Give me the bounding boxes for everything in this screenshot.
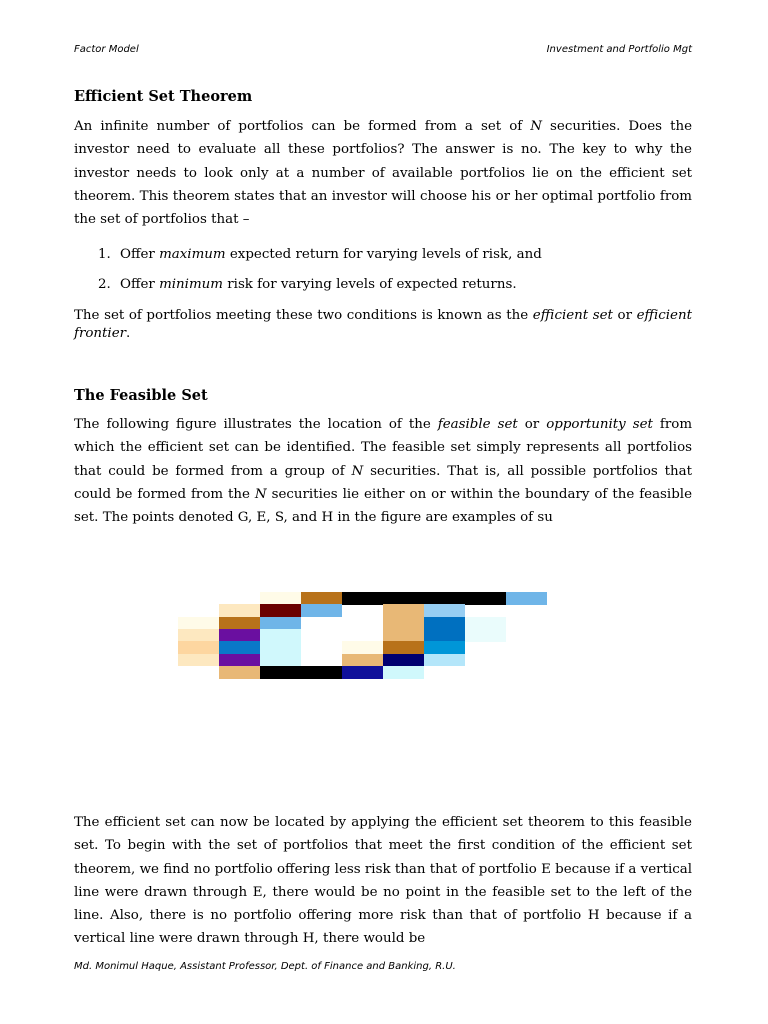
text-run: Offer xyxy=(120,247,160,262)
text-run: An infinite number of portfolios can be formed from a set of xyxy=(74,119,531,134)
figure-pixel xyxy=(219,629,260,642)
figure-pixel xyxy=(260,629,301,642)
figure-pixel xyxy=(424,604,465,617)
figure-pixel xyxy=(301,604,342,617)
section-title-feasible-set: The Feasible Set xyxy=(74,387,208,404)
figure-pixel xyxy=(301,592,342,605)
paragraph-efficient-frontier xyxy=(74,307,692,342)
figure-pixel xyxy=(260,617,301,630)
figure-pixel xyxy=(383,641,424,654)
figure-pixel xyxy=(342,654,383,667)
figure-pixel xyxy=(178,641,219,654)
italic-text: N xyxy=(351,463,364,479)
figure-pixel xyxy=(383,629,424,642)
italic-text: efficient set xyxy=(532,308,613,323)
figure-pixel xyxy=(465,629,506,642)
footer-author: Md. Monimul Haque, Assistant Professor, Dept. of Finance and Banking, R.U. xyxy=(74,961,456,972)
figure-pixel xyxy=(383,666,424,679)
figure-pixel xyxy=(178,617,219,630)
figure-pixel xyxy=(342,666,383,679)
figure-pixel xyxy=(219,641,260,654)
figure-pixel xyxy=(260,604,301,617)
text-run: from which the efficient set can be identified. The feasible set simply represents all portfolios that could be formed from a group of xyxy=(74,417,693,479)
text-run: The efficient set can now be located by applying the efficient set theorem to this feasible set. To begin with the set of portfolios that meet the first condition of the efficient set theorem, we find no portfolio offering less risk than that of portfolio E because if a vertical line were drawn through E, there would be no point in the feasible set to the left of the line. Also, there is no portfolio offering more risk than that of portfolio H because if a vertical line were drawn through H, there would be xyxy=(74,815,692,947)
figure-pixel xyxy=(260,641,301,654)
text-run: securities. Does the investor need to evaluate all these portfolios? The answer is no. The key to why the investor needs to look only at a number of available portfolios lie on the efficient set theorem. This theorem states that an investor will choose his or her optimal portfolio from the set of portfolios that – xyxy=(74,119,692,228)
figure-pixel xyxy=(465,592,506,605)
figure-pixel xyxy=(260,654,301,667)
figure-pixel xyxy=(342,592,383,605)
figure-pixel xyxy=(219,604,260,617)
figure-pixel xyxy=(219,654,260,667)
figure-pixel xyxy=(260,592,301,605)
paragraph-efficient-set-location xyxy=(74,811,692,951)
text-run: The set of portfolios meeting these two conditions is known as the xyxy=(74,308,533,323)
italic-text: feasible set xyxy=(437,417,518,432)
section-title-efficient-set-theorem: Efficient Set Theorem xyxy=(74,88,253,105)
figure-pixel xyxy=(424,617,465,630)
feasible-set-figure-pixelated xyxy=(178,592,548,680)
figure-pixel xyxy=(178,629,219,642)
list-number: 1. xyxy=(98,247,111,262)
text-run: or xyxy=(612,308,637,323)
text-run: risk for varying levels of expected returns. xyxy=(223,277,517,292)
figure-pixel xyxy=(465,617,506,630)
figure-pixel xyxy=(219,617,260,630)
italic-text: efficient frontier xyxy=(74,308,692,341)
figure-pixel xyxy=(424,654,465,667)
italic-text: minimum xyxy=(159,277,223,292)
figure-pixel xyxy=(219,666,260,679)
list-number: 2. xyxy=(98,277,111,292)
italic-text: N xyxy=(254,486,267,502)
text-run: securities. That is, all possible portfolios that could be formed from the xyxy=(74,463,692,502)
text-run: expected return for varying levels of risk, and xyxy=(225,247,542,262)
paragraph-efficient-set-intro xyxy=(74,115,692,231)
text-run: The following figure illustrates the location of the xyxy=(74,417,438,432)
list-text xyxy=(120,247,542,262)
list-text xyxy=(120,277,517,292)
figure-pixel xyxy=(424,592,465,605)
header-right: Investment and Portfolio Mgt xyxy=(546,44,692,55)
italic-text: opportunity set xyxy=(546,417,653,432)
text-run: or xyxy=(517,417,547,432)
figure-pixel xyxy=(260,666,301,679)
text-run: securities lie either on or within the boundary of the feasible set. The points denoted G, E, S, and H in the figure are examples of su xyxy=(74,486,692,526)
figure-pixel xyxy=(383,617,424,630)
figure-pixel xyxy=(506,592,547,605)
text-run: Offer xyxy=(120,277,160,292)
italic-text: N xyxy=(530,119,542,134)
list-item-2 xyxy=(98,275,517,295)
header-left: Factor Model xyxy=(74,44,139,55)
figure-pixel xyxy=(424,629,465,642)
figure-pixel xyxy=(383,654,424,667)
text-run: . xyxy=(126,325,131,341)
figure-pixel xyxy=(383,592,424,605)
figure-pixel xyxy=(383,604,424,617)
figure-pixel xyxy=(342,641,383,654)
figure-pixel xyxy=(178,654,219,667)
figure-pixel xyxy=(301,666,342,679)
paragraph-feasible-set xyxy=(74,413,692,529)
list-item-1 xyxy=(98,245,542,265)
italic-text: maximum xyxy=(159,247,226,262)
figure-pixel xyxy=(424,641,465,654)
